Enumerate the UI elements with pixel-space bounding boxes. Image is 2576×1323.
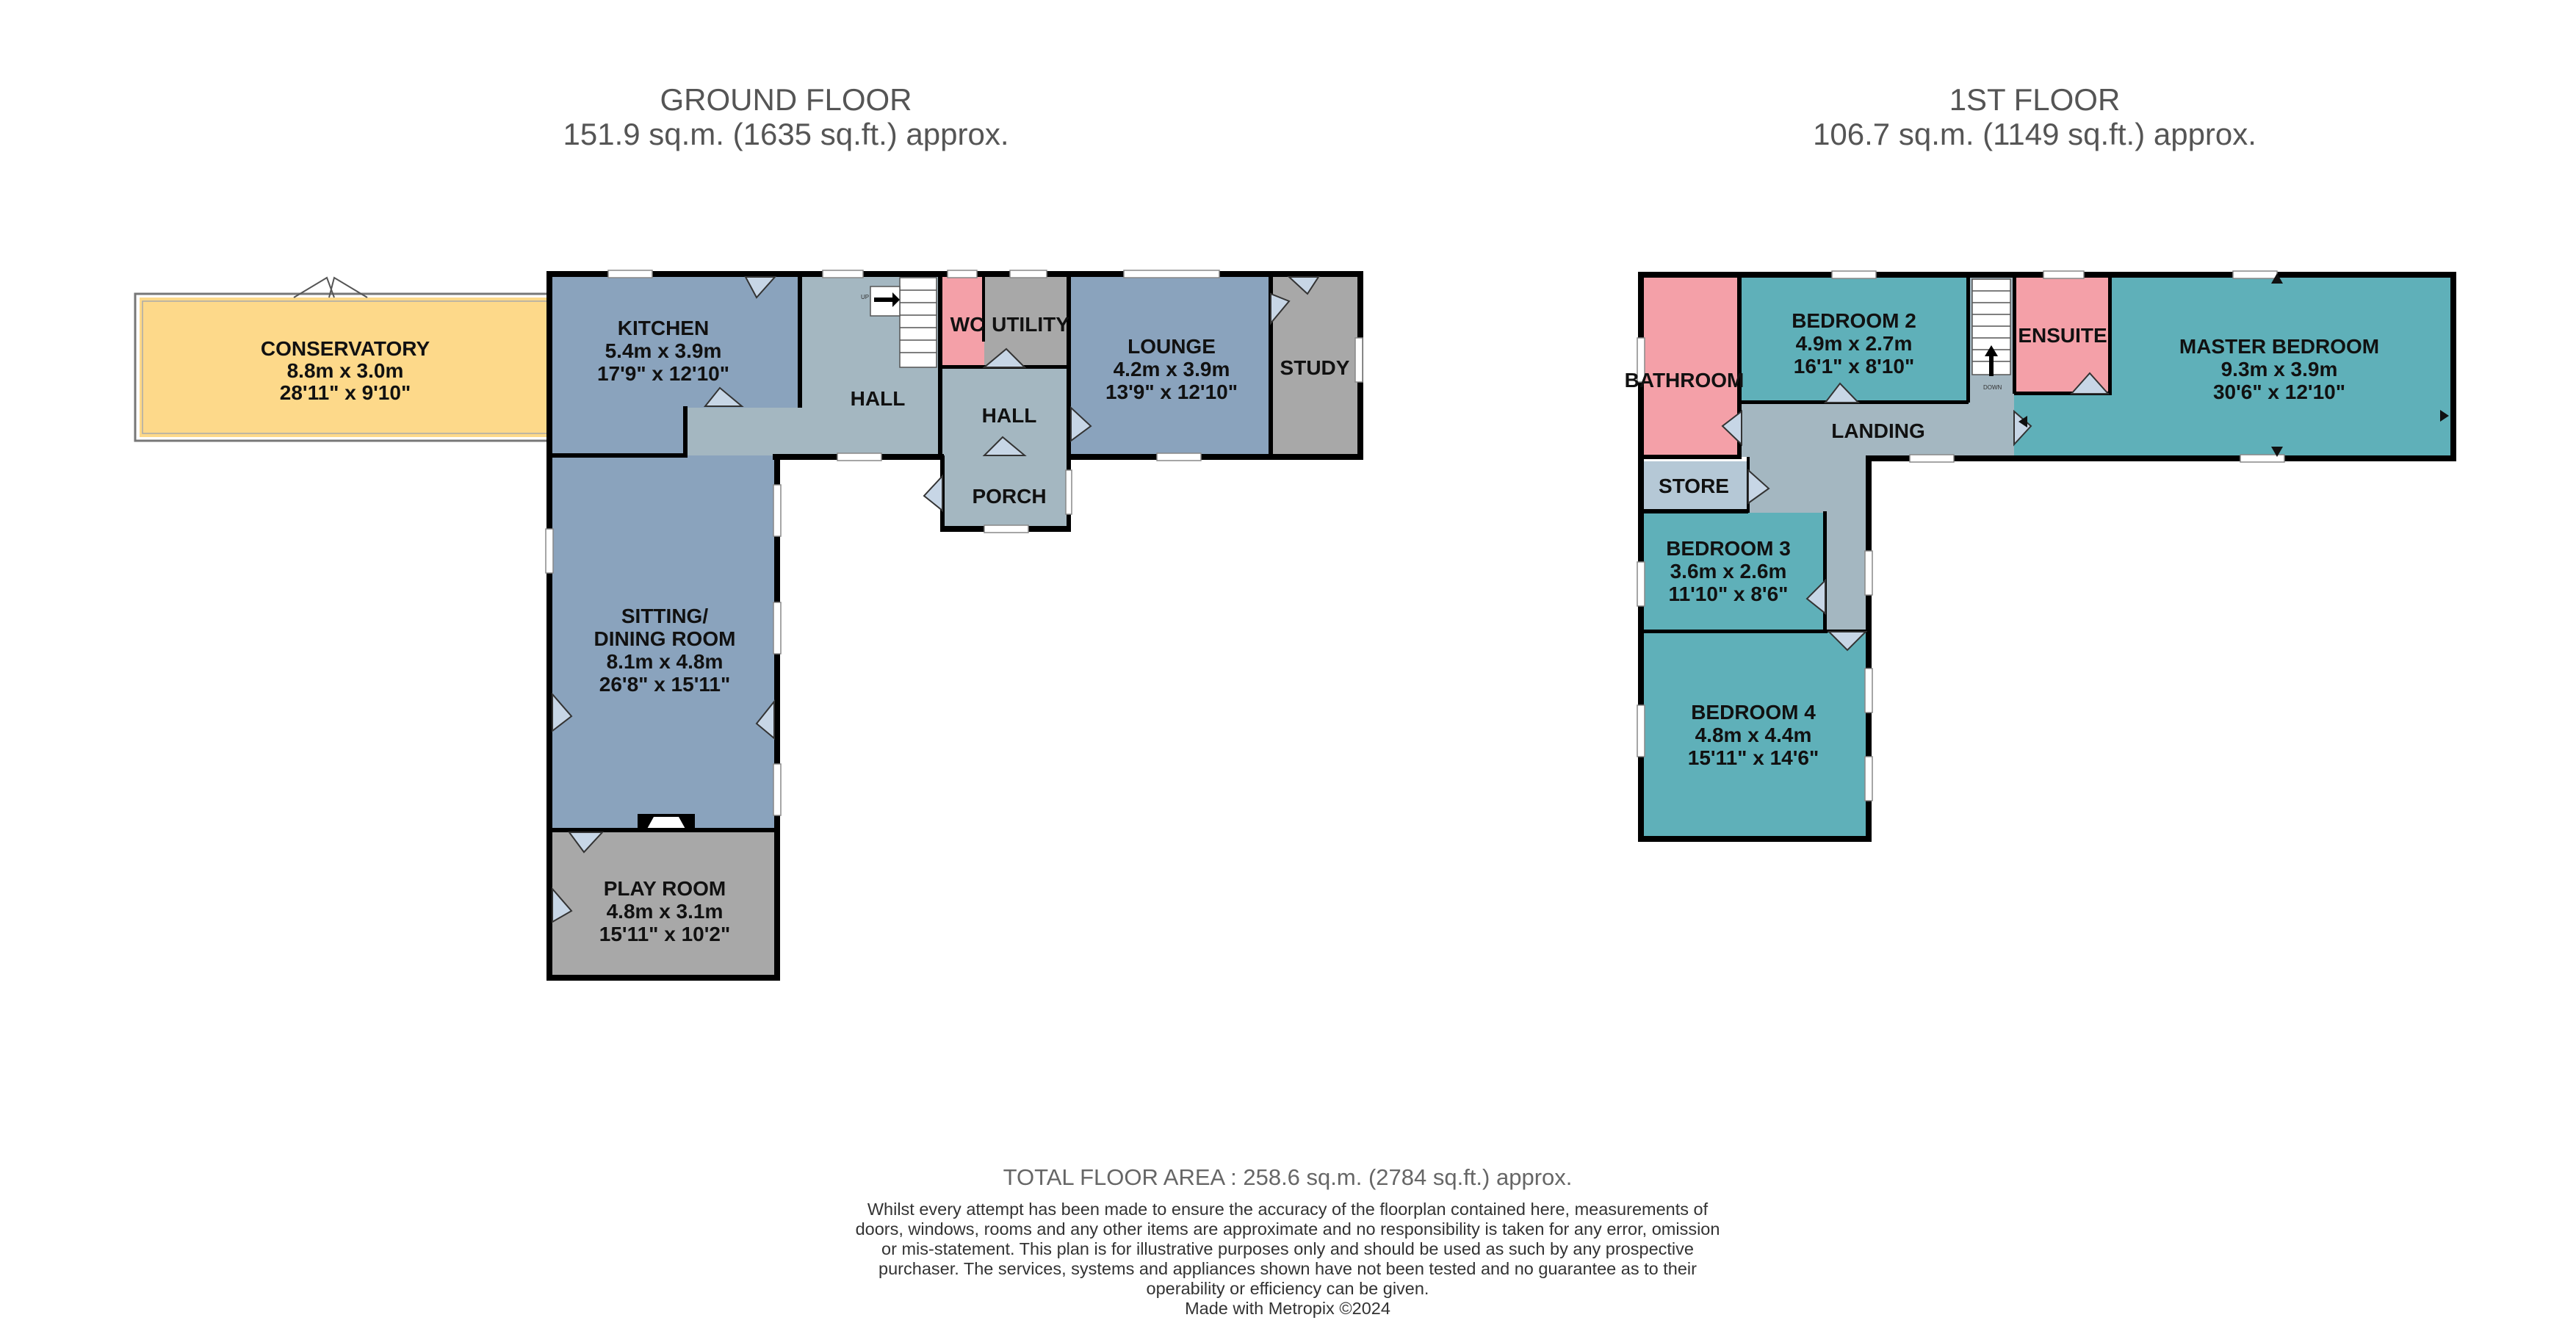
bedroom3-metric: 3.6m x 2.6m [1670, 560, 1787, 583]
fireplace [638, 814, 695, 830]
footer [810, 1164, 1765, 1319]
playroom-imperial: 15'11" x 10'2" [599, 923, 731, 945]
first-floor-title: 1ST FLOOR [1949, 82, 2121, 117]
sitting-metric: 8.1m x 4.8m [606, 650, 724, 673]
total-floor-area: TOTAL FLOOR AREA : 258.6 sq.m. (2784 sq.ft.) approx. [1003, 1164, 1573, 1190]
master-name: MASTER BEDROOM [2179, 335, 2380, 358]
playroom-metric: 4.8m x 3.1m [606, 900, 724, 923]
first-floor-plan [1625, 271, 2456, 842]
bedroom4-name: BEDROOM 4 [1691, 701, 1816, 724]
ground-floor-area: 151.9 sq.m. (1635 sq.ft.) approx. [563, 117, 1009, 152]
stairs-down-label: DOWN [1983, 384, 2002, 391]
porch-name: PORCH [972, 485, 1047, 508]
lounge-imperial: 13'9" x 12'10" [1105, 381, 1238, 403]
utility-name: UTILITY [992, 313, 1069, 336]
wc-name: WC [950, 313, 985, 336]
study-name: STUDY [1280, 356, 1350, 379]
sitting-name-line2: DINING ROOM [594, 627, 736, 650]
conservatory-metric: 8.8m x 3.0m [286, 359, 404, 382]
master-imperial: 30'6" x 12'10" [2212, 381, 2346, 403]
hall-main-name: HALL [850, 387, 906, 410]
stairs-up-label: UP [861, 294, 870, 300]
kitchen-name: KITCHEN [617, 317, 710, 339]
sitting-imperial: 26'8" x 15'11" [599, 673, 731, 696]
landing-name: LANDING [1831, 419, 1925, 442]
ground-floor-title: GROUND FLOOR [660, 82, 912, 117]
bathroom-room [1642, 276, 1739, 457]
conservatory-name: CONSERVATORY [260, 337, 430, 360]
bedroom2-name: BEDROOM 2 [1792, 309, 1916, 332]
bedroom3-name: BEDROOM 3 [1666, 537, 1791, 560]
conservatory-imperial: 28'11" x 9'10" [279, 381, 411, 404]
kitchen-metric: 5.4m x 3.9m [605, 339, 722, 362]
first-floor-area: 106.7 sq.m. (1149 sq.ft.) approx. [1813, 117, 2256, 152]
ensuite-name: ENSUITE [2018, 324, 2107, 347]
made-with-credit: Made with Metropix ©2024 [1185, 1299, 1390, 1318]
kitchen-imperial: 17'9" x 12'10" [596, 362, 730, 385]
playroom-name: PLAY ROOM [603, 877, 726, 900]
ground-floor-plan [135, 270, 1363, 981]
lounge-name: LOUNGE [1128, 335, 1216, 358]
bedroom2-imperial: 16'1" x 8'10" [1793, 355, 1915, 378]
first-floor-stairs [1972, 279, 2010, 391]
bedroom2-metric: 4.9m x 2.7m [1795, 332, 1913, 355]
bedroom4-metric: 4.8m x 4.4m [1695, 724, 1812, 746]
bedroom4-imperial: 15'11" x 14'6" [1687, 746, 1819, 769]
hall-small-name: HALL [981, 404, 1037, 427]
master-metric: 9.3m x 3.9m [2220, 358, 2338, 381]
lounge-metric: 4.2m x 3.9m [1113, 358, 1230, 381]
sitting-name-line1: SITTING/ [621, 605, 709, 627]
bedroom3-imperial: 11'10" x 8'6" [1668, 583, 1789, 605]
store-name: STORE [1659, 475, 1729, 497]
disclaimer-text: Whilst every attempt has been made to ensure the accuracy of the floorplan contained here, measurements of doors, windows, rooms and any other items are approximate and no responsibility is taken for any error, omission or mis-statement. This plan is for illustrative purposes only and should be used as such by any prospective purchaser. The services, systems and appliances shown have not been tested and no guarantee as to their operability or efficiency can be given. [855, 1200, 1720, 1298]
bathroom-name: BATHROOM [1624, 369, 1745, 392]
